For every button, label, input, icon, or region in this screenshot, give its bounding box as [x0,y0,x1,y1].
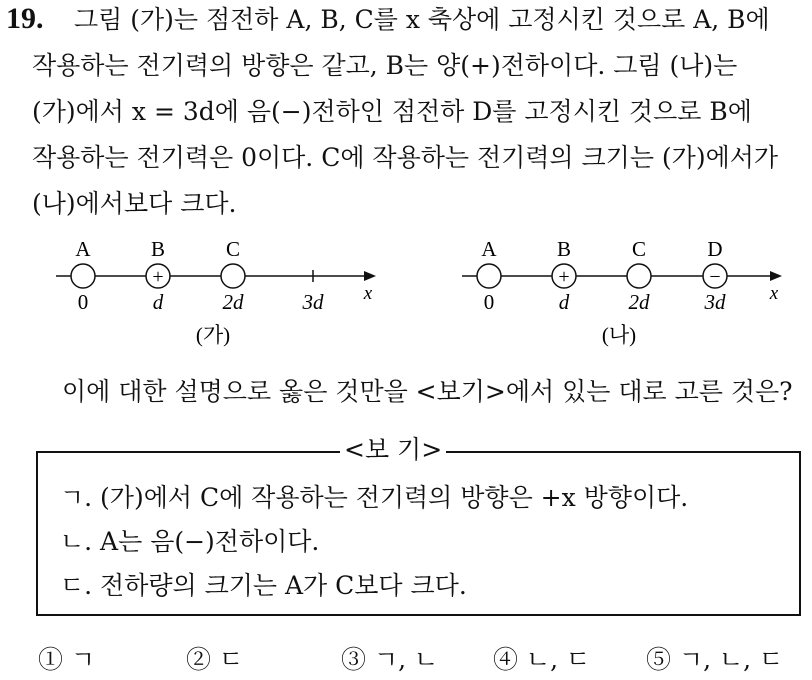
choice-3[interactable]: ③ ㄱ, ㄴ [341,645,439,674]
figure-na-svg [452,228,792,348]
charge-c [221,264,245,288]
charge-c [627,264,651,288]
tick-label-2d: 2d [222,290,244,314]
question-line-1: 그림 (가)는 점전하 A, B, C를 x 축상에 고정시킨 것으로 A, B에 [74,5,770,34]
axis-label-x: x [363,283,373,304]
figure-ga-svg [46,228,386,348]
label-b: B [150,237,166,261]
tick-label-0: 0 [77,290,89,314]
question-line-4: 작용하는 전기력은 0이다. C에 작용하는 전기력의 크기는 (가)에서가 [32,143,779,172]
bogi-item-digeut: ㄷ. 전하량의 크기는 A가 C보다 크다. [60,571,467,600]
label-c: C [225,237,241,261]
x-axis-arrow-icon [364,271,376,281]
charge-b-sign: + [558,266,570,288]
label-d: D [707,237,723,261]
question-prompt: 이에 대한 설명으로 옳은 것만을 <보기>에서 있는 대로 고른 것은? [62,377,793,406]
charge-a [71,264,95,288]
figure-ga [46,228,386,348]
charge-d-sign: − [709,266,721,288]
tick-label-3d: 3d [704,290,726,314]
choice-1[interactable]: ① ㄱ [38,645,96,674]
tick-label-0: 0 [483,290,495,314]
label-b: B [556,237,572,261]
axis-label-x: x [769,283,779,304]
figure-na [452,228,792,348]
choice-5[interactable]: ⑤ ㄱ, ㄴ, ㄷ [646,645,784,674]
bogi-title: <보 기> [340,430,446,470]
label-a: A [481,237,497,261]
label-a: A [75,237,91,261]
tick-label-2d: 2d [628,290,650,314]
question-number: 19. [6,2,44,35]
tick-label-d: d [152,290,164,314]
choice-4[interactable]: ④ ㄴ, ㄷ [493,645,591,674]
choice-2[interactable]: ② ㄷ [186,645,244,674]
question-line-5: (나)에서보다 크다. [32,189,237,218]
bogi-item-nieun: ㄴ. A는 음(−)전하이다. [60,527,320,556]
label-c: C [631,237,647,261]
x-axis-arrow-icon [770,271,782,281]
question-line-3: (가)에서 x = 3d에 음(−)전하인 점전하 D를 고정시킨 것으로 B에 [32,97,752,126]
tick-label-d: d [558,290,570,314]
tick-label-3d: 3d [302,290,324,314]
bogi-item-giyeok: ㄱ. (가)에서 C에 작용하는 전기력의 방향은 +x 방향이다. [60,483,689,512]
charge-b-sign: + [152,266,164,288]
figure-na-caption: (나) [601,323,637,347]
answer-choices [0,640,812,680]
charge-a [477,264,501,288]
figure-ga-caption: (가) [195,323,231,347]
question-line-2: 작용하는 전기력의 방향은 같고, B는 양(+)전하이다. 그림 (나)는 [32,51,738,80]
